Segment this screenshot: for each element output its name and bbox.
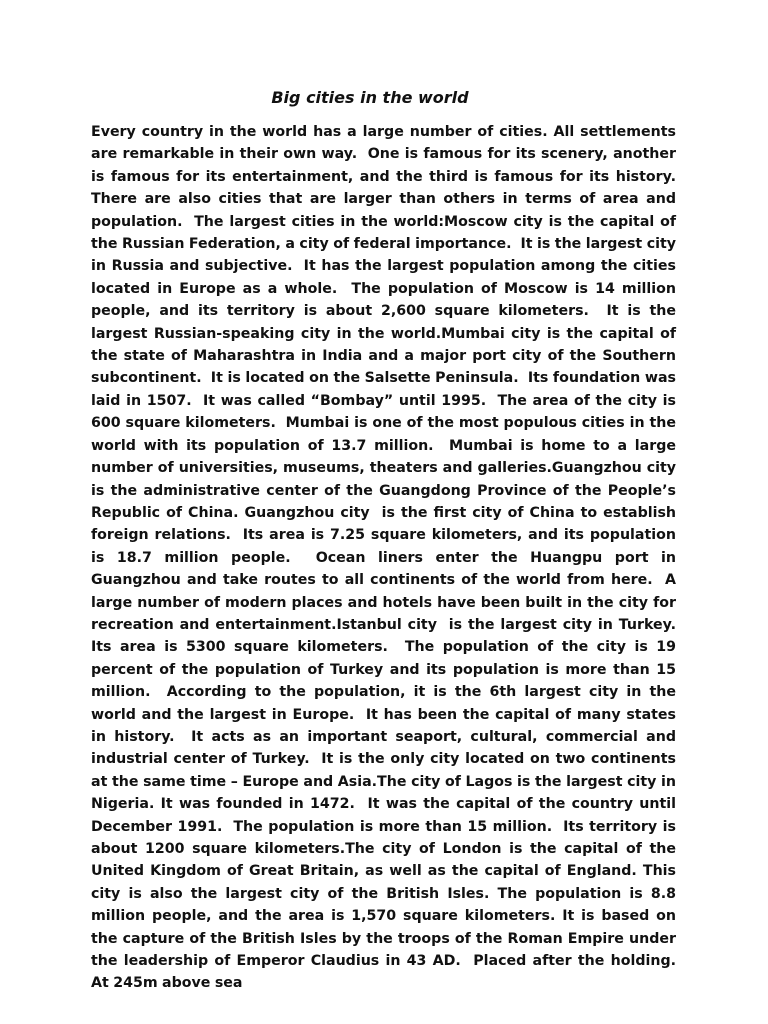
document-body: Every country in the world has a large number of cities. All settlements are remarkable in their own way. One is famous for its scenery, another is famous for its entertainment, and the third is famous for its history. There are also cities that are larger than others in terms of area and population. The largest cities in the world:Moscow city is the capital of the Russian Federation, a city of federal importance. It is the largest city in Russia and subjective. It has the largest population among the cities located in Europe as a whole. The population of Moscow is 14 million people, and its territory is about 2,600 square kilometers. It is the largest Russian-speaking city in the world.Mumbai city is the capital of the state of Maharashtra in India and a major port city of the Southern subcontinent. It is located on the Salsette Peninsula. Its foundation was laid in 1507. It was called “Bombay” until 1995. The area of the city is 600 square kilometers. Mumbai is one of the most populous cities in the world with its population of 13.7 million. Mumbai is home to a large number of universities, museums, theaters and galleries.Guangzhou city is the administrative center of the Guangdong Province of the People’s Republic of China. Guangzhou city is the first city of China to establish foreign relations. Its area is 7.25 square kilometers, and its population is 18.7 million people. Ocean liners enter the Huangpu port in Guangzhou and take routes to all continents of the world from here. A large number of modern places and hotels have been built in the city for recreation and entertainment.Istanbul city is the largest city in Turkey. Its area is 5300 square kilometers. The population of the city is 19 percent of the population of Turkey and its population is more than 15 million. According to the population, it is the 6th largest city in the world and the largest in Europe. It has been the capital of many states in history. It acts as an important seaport, cultural, commercial and industrial center of Turkey. It is the only city located on two continents at the same time – Europe and Asia.The city of Lagos is the largest city in Nigeria. It was founded in 1472. It was the capital of the country until December 1991. The population is more than 15 million. Its territory is about 1200 square kilometers.The city of London is the capital of the United Kingdom of Great Britain, as well as the capital of England. This city is also the largest city of the British Isles. The population is 8.8 million people, and the area is 1,570 square kilometers. It is based on the capture of the British Isles by the troops of the Roman Empire under the leadership of Emperor Claudius in 43 AD. Placed after the holding. At 245m above sea: [91, 124, 685, 992]
document-title: Big cities in the world: [271, 88, 469, 107]
